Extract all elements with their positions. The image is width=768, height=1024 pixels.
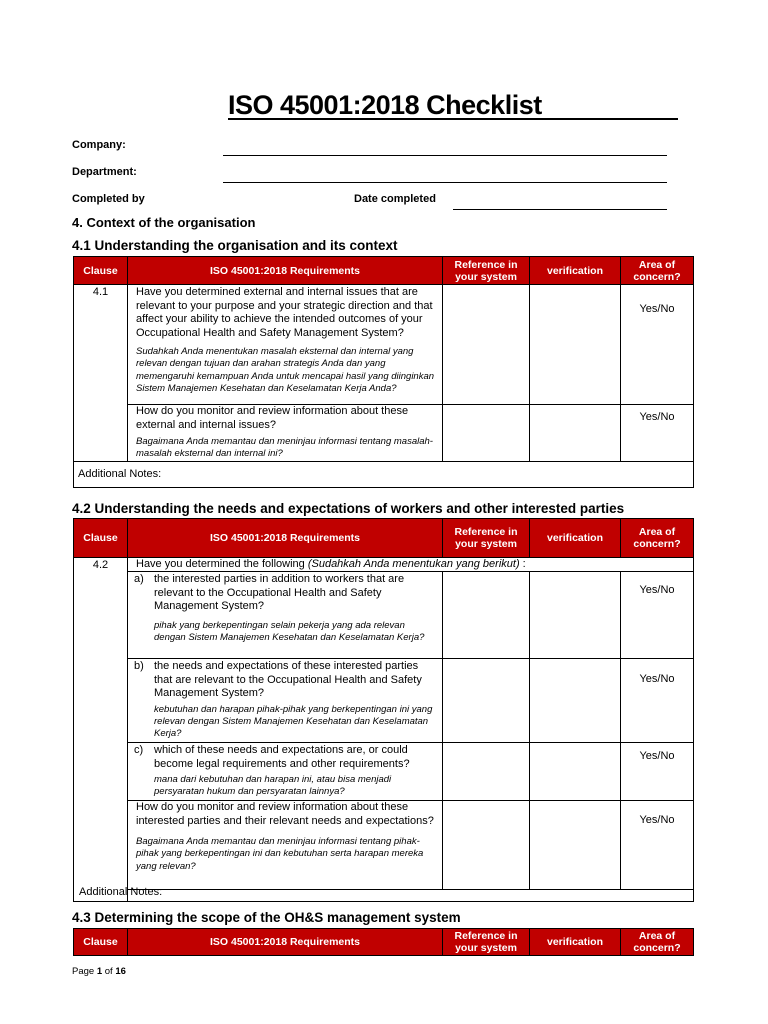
table-row: [74, 659, 694, 743]
item-letter: b): [134, 660, 144, 672]
header-clause: Clause: [74, 929, 128, 956]
header-area: Area of concern?: [621, 929, 694, 956]
title-underline: [228, 118, 678, 120]
clause-number: 4.2: [92, 559, 109, 571]
question-english: How do you monitor and review information about these interested parties and their relevant needs and expectations?: [136, 801, 434, 827]
yes-no-answer: Yes/No: [639, 584, 675, 596]
item-c: [128, 743, 442, 799]
requirement-cell: [128, 572, 443, 659]
verification-cell[interactable]: [530, 572, 621, 659]
clause-number: 4.1: [92, 286, 109, 298]
verification-cell[interactable]: [530, 405, 621, 462]
area-cell[interactable]: [621, 285, 694, 405]
verification-cell[interactable]: [530, 801, 621, 890]
section-heading: 4. Context of the organisation: [72, 215, 256, 230]
table-header-row: [74, 929, 694, 956]
table-row: [74, 285, 694, 405]
yes-no-answer: Yes/No: [639, 750, 675, 762]
requirement-cell: [128, 743, 443, 801]
item-a: [128, 572, 442, 644]
verification-cell[interactable]: [530, 659, 621, 743]
header-requirements: ISO 45001:2018 Requirements: [128, 257, 443, 285]
table-row: [74, 558, 694, 572]
company-field[interactable]: [223, 155, 667, 156]
clause-cell: [74, 285, 128, 462]
date-completed-label: Date completed: [354, 193, 436, 205]
verification-cell[interactable]: [530, 743, 621, 801]
area-cell[interactable]: [621, 743, 694, 801]
question-english: the interested parties in addition to workers that are relevant to the Occupational Health and Safety Management System?: [154, 573, 405, 612]
notes-cell[interactable]: [74, 462, 694, 488]
table-row: [74, 743, 694, 801]
item-b: [128, 659, 442, 740]
reference-cell[interactable]: [443, 743, 530, 801]
page-total: 16: [115, 966, 126, 977]
department-field[interactable]: [223, 182, 667, 183]
table-row: [74, 572, 694, 659]
header-verification: verification: [530, 929, 621, 956]
table-4-2: [73, 518, 694, 902]
question-malay: Sudahkah Anda menentukan masalah eksternal dan internal yang relevan dengan tujuan dan arahan strategis Anda dan yang memengaruhi kemampuan Anda untuk mencapai hasil yang diinginkan Sistem Manajemen Kesehatan dan Keselamatan Kerja Anda?: [136, 346, 435, 394]
clause-cell: [74, 558, 128, 902]
question-english: Have you determined external and internal issues that are relevant to your purpose and your strategic direction and that affect your ability to achieve the intended outcomes of your Occupational Health and Safety Management System?: [136, 286, 433, 339]
yes-no-answer: Yes/No: [639, 411, 675, 423]
requirement-cell: [128, 405, 443, 462]
yes-no-answer: Yes/No: [639, 303, 675, 315]
reference-cell[interactable]: [443, 659, 530, 743]
header-requirements: ISO 45001:2018 Requirements: [128, 519, 443, 558]
page-of: of: [102, 966, 116, 977]
area-cell[interactable]: [621, 405, 694, 462]
verification-cell[interactable]: [530, 285, 621, 405]
intro-cell: [128, 558, 694, 572]
reference-cell[interactable]: [443, 572, 530, 659]
intro-english: Have you determined the following: [136, 558, 308, 570]
intro-malay: (Sudahkah Anda menentukan yang berikut): [307, 558, 520, 570]
date-completed-field[interactable]: [453, 209, 667, 210]
header-reference: Reference in your system: [443, 929, 530, 956]
header-verification: verification: [530, 519, 621, 558]
notes-row: [74, 890, 694, 902]
item-body: [154, 659, 442, 740]
table-4-1: [73, 256, 694, 488]
additional-notes-label: Additional Notes:: [78, 468, 162, 480]
question-english: which of these needs and expectations are, or could become legal requirements and other requirements?: [154, 744, 410, 770]
subsection-4-1-heading: 4.1 Understanding the organisation and its context: [72, 238, 398, 253]
area-cell[interactable]: [621, 659, 694, 743]
subsection-4-2-heading: 4.2 Understanding the needs and expectations of workers and other interested parties: [72, 501, 625, 516]
page-footer: [72, 966, 126, 977]
intro-colon: :: [519, 558, 526, 570]
subsection-4-3-heading: 4.3 Determining the scope of the OH&S management system: [72, 910, 461, 925]
table-row: [74, 405, 694, 462]
header-reference: Reference in your system: [443, 519, 530, 558]
intro-line: [128, 558, 693, 571]
yes-no-answer: Yes/No: [639, 814, 675, 826]
area-cell[interactable]: [621, 572, 694, 659]
additional-notes-label: Additional Notes:: [79, 886, 163, 898]
question-malay: mana dari kebutuhan dan harapan ini, atau bisa menjadi persyaratan hukum dan persyaratan lainnya?: [154, 774, 392, 798]
header-area: Area of concern?: [621, 519, 694, 558]
question-malay: kebutuhan dan harapan pihak-pihak yang berkepentingan ini yang relevan dengan Sistem Manajemen Kesehatan dan Keselamatan Kerja?: [154, 703, 433, 740]
header-area: Area of concern?: [621, 257, 694, 285]
question-malay: pihak yang berkepentingan selain pekerja yang ada relevan dengan Sistem Manajemen Kesehatan dan Keselamatan Kerja?: [154, 619, 425, 643]
table-row: [74, 801, 694, 890]
question-malay: Bagaimana Anda memantau dan meninjau informasi tentang pihak-pihak yang berkepentingan ini dan kebutuhan serta harapan mereka yang relevan?: [136, 836, 424, 872]
question-english: the needs and expectations of these interested parties that are relevant to the Occupational Health and Safety Management System?: [154, 660, 422, 699]
reference-cell[interactable]: [443, 285, 530, 405]
yes-no-answer: Yes/No: [639, 673, 675, 685]
reference-cell[interactable]: [443, 405, 530, 462]
area-cell[interactable]: [621, 801, 694, 890]
item-body: [154, 572, 442, 644]
requirement-cell: [128, 285, 443, 405]
requirement-cell: [128, 659, 443, 743]
header-requirements: ISO 45001:2018 Requirements: [128, 929, 443, 956]
completed-by-label: Completed by: [72, 193, 145, 205]
reference-cell[interactable]: [443, 801, 530, 890]
item-body: [154, 743, 442, 799]
header-clause: Clause: [74, 519, 128, 558]
requirement-cell: [128, 801, 443, 890]
header-clause: Clause: [74, 257, 128, 285]
question-english: How do you monitor and review information about these external and internal issues?: [136, 405, 409, 431]
page-title: ISO 45001:2018 Checklist: [228, 90, 542, 120]
item-letter: c): [134, 744, 144, 756]
company-label: Company:: [72, 139, 126, 151]
page-number: 1: [96, 966, 103, 977]
table-4-3: [73, 928, 694, 956]
question-malay: Bagaimana Anda memantau dan meninjau informasi tentang masalah-masalah eksternal dan internal ini?: [136, 436, 433, 460]
notes-cell[interactable]: [128, 890, 694, 902]
page-prefix: Page: [72, 966, 97, 977]
table-header-row: [74, 519, 694, 558]
header-verification: verification: [530, 257, 621, 285]
department-label: Department:: [72, 166, 137, 178]
item-letter: a): [134, 573, 144, 585]
notes-row: [74, 462, 694, 488]
table-header-row: [74, 257, 694, 285]
header-reference: Reference in your system: [443, 257, 530, 285]
